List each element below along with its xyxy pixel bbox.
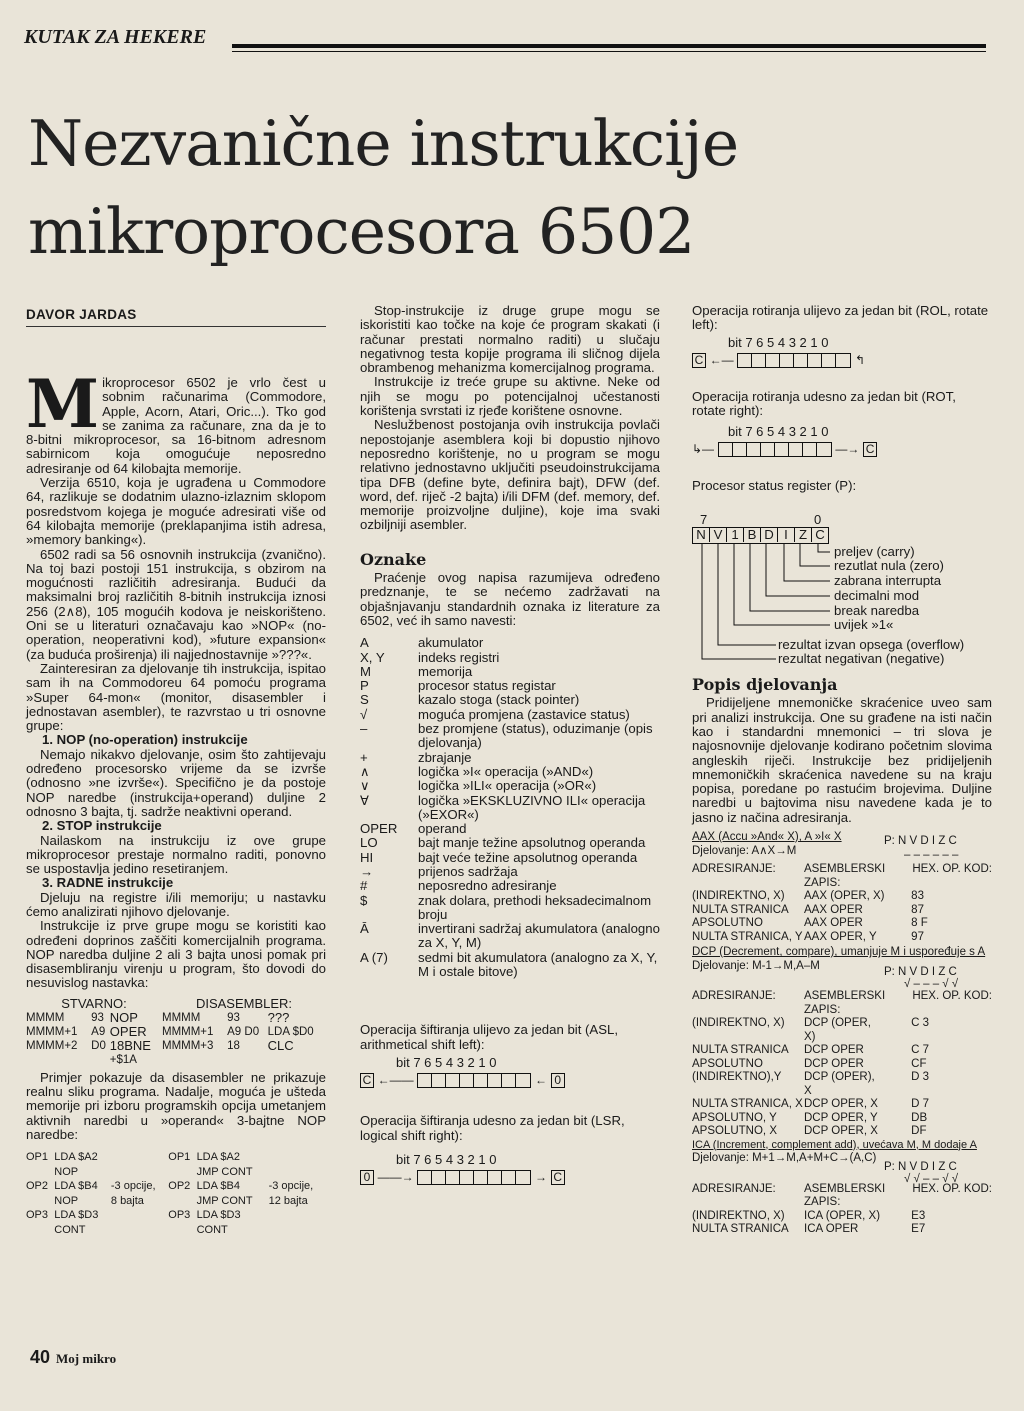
column-3 xyxy=(692,304,992,1237)
carry-box: C xyxy=(360,1073,374,1088)
arrow-loop-icon: ↰ xyxy=(855,352,866,367)
flag-desc: rezultat izvan opsega (overflow) xyxy=(778,637,965,653)
arrow-right-icon: ——→ xyxy=(377,1170,414,1185)
instr-table xyxy=(692,990,992,1139)
col3-para-1: Pridijeljene mnemoničke skraćenice uveo sam pri analizi instrukcija. One su građene na isti način kao i standardni mnemonici – tri slova je najosnovnije djelovanje kodirano početnim slovima angleskih riječi. Instrukcije bez pridijeljenih mnemoničkih skraćenica navedene su na kraju popisa, poredane po rastućim brojevima. Duljine naredbi u bajtovima nisu navedene kada je to jasno iz načina adresiranja. xyxy=(692,695,992,825)
asl-diagram xyxy=(360,1023,660,1088)
ops-row: NOP 8 bajta JMP CONT 12 bajta xyxy=(54,1194,308,1207)
flag-legend xyxy=(692,544,992,667)
col2-para-2: Instrukcije iz treće grupe su aktivne. Neke od njih se mogu po potencijalnoj učestanosti korištenja svrstati iz rjeđe korištene osnovne. xyxy=(360,374,660,419)
status-register-diagram xyxy=(692,477,992,667)
flag-d: D xyxy=(761,528,778,542)
title-line-1: Nezvanične instrukcije xyxy=(28,107,739,180)
listing-row: +$1A xyxy=(109,1053,137,1066)
instr-table xyxy=(692,1183,992,1237)
listing-row: MMMM+1 A9 OPER MMMM+1 A9 D0 LDA $D0 xyxy=(26,1023,314,1039)
abbr-row: OPER operand xyxy=(360,821,467,837)
abbr-row: M memorija xyxy=(360,663,473,679)
author-name: DAVOR JARDAS xyxy=(26,307,137,322)
status-title: Procesor status register (P): xyxy=(692,477,857,493)
register-cells xyxy=(417,1170,531,1185)
abbr-row: # neposredno adresiranje xyxy=(360,878,557,894)
flag-desc: decimalni mod xyxy=(834,588,920,604)
instr-action: Djelovanje: M+1→M,A+M+C→(A,C) xyxy=(692,1152,877,1165)
status-bit-range: 7 0 xyxy=(700,512,822,528)
abbr-row: P procesor status registar xyxy=(360,678,556,694)
carry-box: C xyxy=(551,1170,565,1185)
flag-desc: zabrana interrupta xyxy=(834,573,942,589)
ops-row: CONT CONT xyxy=(54,1223,228,1236)
col1-para-3: 6502 radi sa 56 osnovnih instrukcija (zvanično). Na toj bazi postoji 151 instrukcija, s obzirom na mogućnosti različitih adresiranja. Budući da maksimalni broj različitih 8-bitnih instrukcija iznosi 256 (2∧8), 105 mogućih kodova je neiskorišteno. Oni se u literaturi označavaju kao »NOP« (no-operation, neoperativni kod), »future expansion« (za buduća proširenja) ili najjednostavnije »???«. xyxy=(26,546,326,662)
ops-row: NOP JMP CONT xyxy=(54,1165,253,1178)
header-rule xyxy=(232,44,986,48)
ops-row: OP2 LDA $B4 -3 opcije, OP2 LDA $B4 -3 opcije, xyxy=(26,1180,314,1193)
instr-table-head: ADRESIRANJE: ASEMBLERSKI ZAPIS: HEX. OP. KOD: xyxy=(692,863,992,889)
instr-row: NULTA STRANICA ICA OPER E7 xyxy=(692,1223,926,1236)
article-title xyxy=(28,100,928,276)
abbr-row: + zbrajanje xyxy=(360,749,472,765)
arrow-left-icon: ← xyxy=(535,1073,548,1088)
col1-para-7: Djeluju na registre i/ili memoriju; u nastavku ćemo analizirati njihovo djelovanje. xyxy=(26,889,326,919)
col2-para-4: Praćenje ovog napisa razumijeva određeno predznanje, te se nećemo zadržavati na objašnjavanju standardnih oznaka iz literature za 6502, već ih samo navesti: xyxy=(360,570,660,628)
abbr-row: ∀ logička »EKSKLUZIVNO ILI« operacija (»EXOR«) xyxy=(360,792,646,822)
ops-row: OP1 LDA $A2 OP1 LDA $A2 xyxy=(26,1151,240,1164)
instr-table xyxy=(692,863,992,944)
instr-row: NULTA STRANICA AAX OPER 87 xyxy=(692,903,924,916)
col1-para-9: Primjer pokazuje da disasembler ne prikazuje realnu sliku programa. Nadalje, moguća je ušteda memorije pri izboru programskih opcija umetanjem aktivnih naredbi u »operand« 3-bajtne NOP naredbe: xyxy=(26,1069,326,1142)
flag-n: N xyxy=(693,528,710,542)
register-cells xyxy=(417,1073,531,1088)
section-heading-oznake: Oznake xyxy=(360,549,427,569)
listing-table xyxy=(26,997,326,1067)
instr-flags-values: – – – – – – xyxy=(904,849,959,862)
arrow-right-icon: → xyxy=(535,1170,548,1185)
header-rule-thin xyxy=(232,51,986,52)
magazine-name: Moj mikro xyxy=(56,1351,117,1366)
asl-bit-labels: bit 7 6 5 4 3 2 1 0 xyxy=(396,1054,497,1070)
section-heading-popis: Popis djelovanja xyxy=(692,675,838,695)
instr-row: NULTA STRANICA, Y AAX OPER, Y 97 xyxy=(692,930,924,943)
arrow-loop-icon: ↳— xyxy=(692,441,715,456)
col2-para-3: Neslužbenost postojanja ovih instrukcija povlači nepostojanje asemblera koji bi dopustio njihovo neposredno korištenje, no u program se mogu relativno jednostavno uključiti pseudoinstrukcijama tipa DFB (define byte, definira bajt), DFW (def. word, def. riječ -2 bajta) i/ili DFM (def. memory, def. memorije proizvoljne duljine), koje ima svaki ozbiljniji asembler. xyxy=(360,417,660,533)
flag-z: Z xyxy=(795,528,812,542)
flag-b: B xyxy=(744,528,761,542)
instr-action: Djelovanje: A∧X→M xyxy=(692,844,797,857)
instr-name: DCP (Decrement, compare), umanjuje M i uspoređuje s A xyxy=(692,946,986,959)
abbreviation-table xyxy=(360,636,660,979)
instr-row: (INDIREKTNO, X) AAX (OPER, X) 83 xyxy=(692,890,924,903)
dropcap: M xyxy=(26,365,100,443)
arrow-right-icon: —→ xyxy=(835,441,860,456)
rot-register xyxy=(692,442,992,457)
abbr-row: A (7) sedmi bit akumulatora (analogno za X, Y, M i ostale bitove) xyxy=(360,949,658,980)
instr-flags-values: √ √ – – √ √ xyxy=(904,1172,959,1185)
instr-row: (INDIREKTNO),Y DCP (OPER), X D 3 xyxy=(692,1071,930,1097)
col1-heading-2: 2. STOP instrukcije xyxy=(42,818,162,834)
register-cells xyxy=(737,353,851,368)
flag-c: C xyxy=(815,527,825,543)
rot-title: Operacija rotiranja udesno za jedan bit (ROT, rotate right): xyxy=(692,388,956,419)
instr-row: NULTA STRANICA DCP OPER C 7 xyxy=(692,1044,930,1057)
carry-box: C xyxy=(692,353,706,368)
page-number: 40 xyxy=(30,1347,51,1367)
column-1 xyxy=(26,365,326,1237)
zero-box: 0 xyxy=(551,1073,565,1088)
author-rule xyxy=(26,326,326,327)
abbr-row: → prijenos sadržaja xyxy=(360,863,518,879)
instr-row: APSOLUTNO DCP OPER CF xyxy=(692,1057,927,1070)
rol-register xyxy=(692,353,992,368)
rot-bit-labels: bit 7 6 5 4 3 2 1 0 xyxy=(728,423,829,439)
page-footer xyxy=(30,1347,116,1368)
col1-para-6: Nailaskom na instrukciju iz ove grupe mikroprocesor prestaje normalno raditi, ponovno se uspostavlja jedino resetiranjem. xyxy=(26,832,326,877)
abbr-row: ∨ logička »ILI« operacija (»OR«) xyxy=(360,778,597,794)
instr-flags-label: P: N V D I Z C xyxy=(884,835,957,848)
arrow-left-icon: ←— xyxy=(709,352,734,367)
instr-dcp xyxy=(692,946,992,1139)
status-flags-box xyxy=(692,527,829,544)
ops-row: OP3 LDA $D3 OP3 LDA $D3 xyxy=(26,1209,241,1222)
rot-diagram xyxy=(692,390,992,457)
col2-para-1: Stop-instrukcije iz druge grupe mogu se iskoristiti kao točke na koje će program skakati (i računar prestati normalno raditi) u slučaju negativnog testa kopije programa ili sličnog dijela obrambenog mehanizma komercijalnog programa. xyxy=(360,303,660,376)
zero-box: 0 xyxy=(360,1170,374,1185)
asl-register xyxy=(360,1073,660,1088)
carry-box: C xyxy=(863,442,877,457)
flag-desc: preljev (carry) xyxy=(834,544,915,560)
col1-heading-3: 3. RADNE instrukcije xyxy=(42,875,174,891)
column-2 xyxy=(360,304,660,1185)
instr-row: APSOLUTNO, Y DCP OPER, Y DB xyxy=(692,1111,928,1124)
abbr-row: X, Y indeks registri xyxy=(360,649,500,665)
rol-title: Operacija rotiranja ulijevo za jedan bit (ROL, rotate left): xyxy=(692,303,989,333)
abbr-row: Ā invertirani sadržaj akumulatora (analogno za X, Y, M) xyxy=(360,921,660,951)
instr-row: APSOLUTNO, X DCP OPER, X DF xyxy=(692,1125,927,1138)
instr-name: AAX (Accu »And« X), A »I« X xyxy=(692,831,842,844)
flag-desc: uvijek »1« xyxy=(834,617,894,633)
abbr-row: HI bajt veće težine apsolutnog operanda xyxy=(360,849,638,865)
instr-row: APSOLUTNO AAX OPER 8 F xyxy=(692,917,928,930)
ops-table xyxy=(26,1150,326,1237)
lsr-bit-labels: bit 7 6 5 4 3 2 1 0 xyxy=(396,1151,497,1167)
listing-block xyxy=(26,997,326,1067)
instr-table-head: ADRESIRANJE: ASEMBLERSKI ZAPIS: HEX. OP. KOD: xyxy=(692,1182,992,1209)
abbr-row: √ moguća promjena (zastavice status) xyxy=(360,706,630,722)
rol-diagram xyxy=(692,304,992,368)
instr-flags-label: P: N V D I Z C xyxy=(884,966,957,979)
listing-head-disasm: DISASEMBLER: xyxy=(195,995,293,1011)
col1-heading-1: 1. NOP (no-operation) instrukcije xyxy=(42,732,248,748)
flag-desc: break naredba xyxy=(834,603,920,619)
lsr-diagram xyxy=(360,1114,660,1185)
col1-para-1: Mikroprocesor 6502 je vrlo čest u sobnim računarima (Commodore, Apple, Acorn, Atari, Oric...). Tko god se zanima za računare, zna da je to 8-bitni mikroprocesor, sa 16-bitnom adresnom sabirnicom koja omogućuje neposredno adresiranje od 64 kilobajta memorije. xyxy=(26,365,326,476)
title-line-2: mikroprocesora 6502 xyxy=(28,195,695,268)
col1-para-4: Zainteresiran za djelovanje tih instrukcija, ispitao sam ih na Commodoreu 64 pomoću programa »Super 64-mon« (monitor, disasembler i jednostavan asembler), te razvrstao u tri osnovne grupe: xyxy=(26,660,326,734)
abbr-row: S kazalo stoga (stack pointer) xyxy=(360,692,580,708)
instr-ica xyxy=(692,1139,992,1237)
instr-row: (INDIREKTNO, X) DCP (OPER, X) C 3 xyxy=(692,1017,930,1043)
instr-row: (INDIREKTNO, X) ICA (OPER, X) E3 xyxy=(692,1209,926,1222)
flag-desc: rezutlat nula (zero) xyxy=(834,558,944,574)
lsr-title: Operacija šiftiranja udesno za jedan bit (LSR, logical shift right): xyxy=(360,1113,625,1143)
col1-para-2: Verzija 6510, koja je ugrađena u Commodore 64, razlikuje se dodatnim ulazno-izlaznim sklopom posredstvom kojega je moguće adresirati više od 64 kilobajta memorije (preklapanjima istih adresa, »memory banking«). xyxy=(26,475,326,548)
col1-para-5: Nemajo nikakvo djelovanje, osim što zahtijevaju određeno procesorsko vrijeme da se izvrše (odnosno »ne izvrše«). Specifično je da postoje NOP naredbe (instrukcija+operand) duljine 2 odnosno 3 bajta, tj. sadrže neaktivni operand. xyxy=(26,746,326,819)
instr-aax xyxy=(692,831,992,944)
listing-row: MMMM 93 NOP MMMM 93 ??? xyxy=(26,1009,290,1025)
register-cells xyxy=(718,442,832,457)
flag-v: V xyxy=(710,528,727,542)
rol-bit-labels: bit 7 6 5 4 3 2 1 0 xyxy=(728,334,829,350)
arrow-left-icon: ←—— xyxy=(377,1073,414,1088)
abbr-row: A akumulator xyxy=(360,635,484,651)
abbr-row: ∧ logička »I« operacija (»AND«) xyxy=(360,763,594,779)
instr-name: ICA (Increment, complement add), uvećava M, M dodaje A xyxy=(692,1138,977,1151)
abbr-row: LO bajt manje težine apsolutnog operanda xyxy=(360,835,646,851)
section-label: KUTAK ZA HEKERE xyxy=(24,26,207,48)
listing-row: MMMM+2 D0 18BNE MMMM+3 18 CLC xyxy=(26,1037,294,1053)
col1-para-8: Instrukcije iz prve grupe mogu se koristiti kao određeni doprinos zaščiti komercijalnih programa. NOP naredba duljine 2 ali 3 bajta unosi pomak pri disasembliranju virenju u program, što dovodi do nesuvislog nastavka: xyxy=(26,918,326,991)
lsr-register xyxy=(360,1170,660,1185)
instr-action: Djelovanje: M-1→M,A–M xyxy=(692,959,820,972)
instr-row: NULTA STRANICA, X DCP OPER, X D 7 xyxy=(692,1098,930,1111)
instr-table-head: ADRESIRANJE: ASEMBLERSKI ZAPIS: HEX. OP. KOD: xyxy=(692,990,992,1016)
flag-1: 1 xyxy=(727,528,744,542)
instr-flags-values: √ – – – √ √ xyxy=(904,978,959,991)
flag-i: I xyxy=(778,528,795,542)
section-header xyxy=(24,26,986,56)
abbr-row: – bez promjene (status), oduzimanje (opis djelovanja) xyxy=(360,721,653,751)
abbr-row: $ znak dolara, prethodi heksadecimalnom broju xyxy=(360,892,652,922)
listing-head-real: STVARNO: xyxy=(61,995,127,1011)
asl-title: Operacija šiftiranja ulijevo za jedan bit (ASL, arithmetical shift left): xyxy=(360,1022,619,1052)
instr-flags-label: P: N V D I Z C xyxy=(884,1160,957,1173)
flag-desc: rezultat negativan (negative) xyxy=(778,651,945,667)
